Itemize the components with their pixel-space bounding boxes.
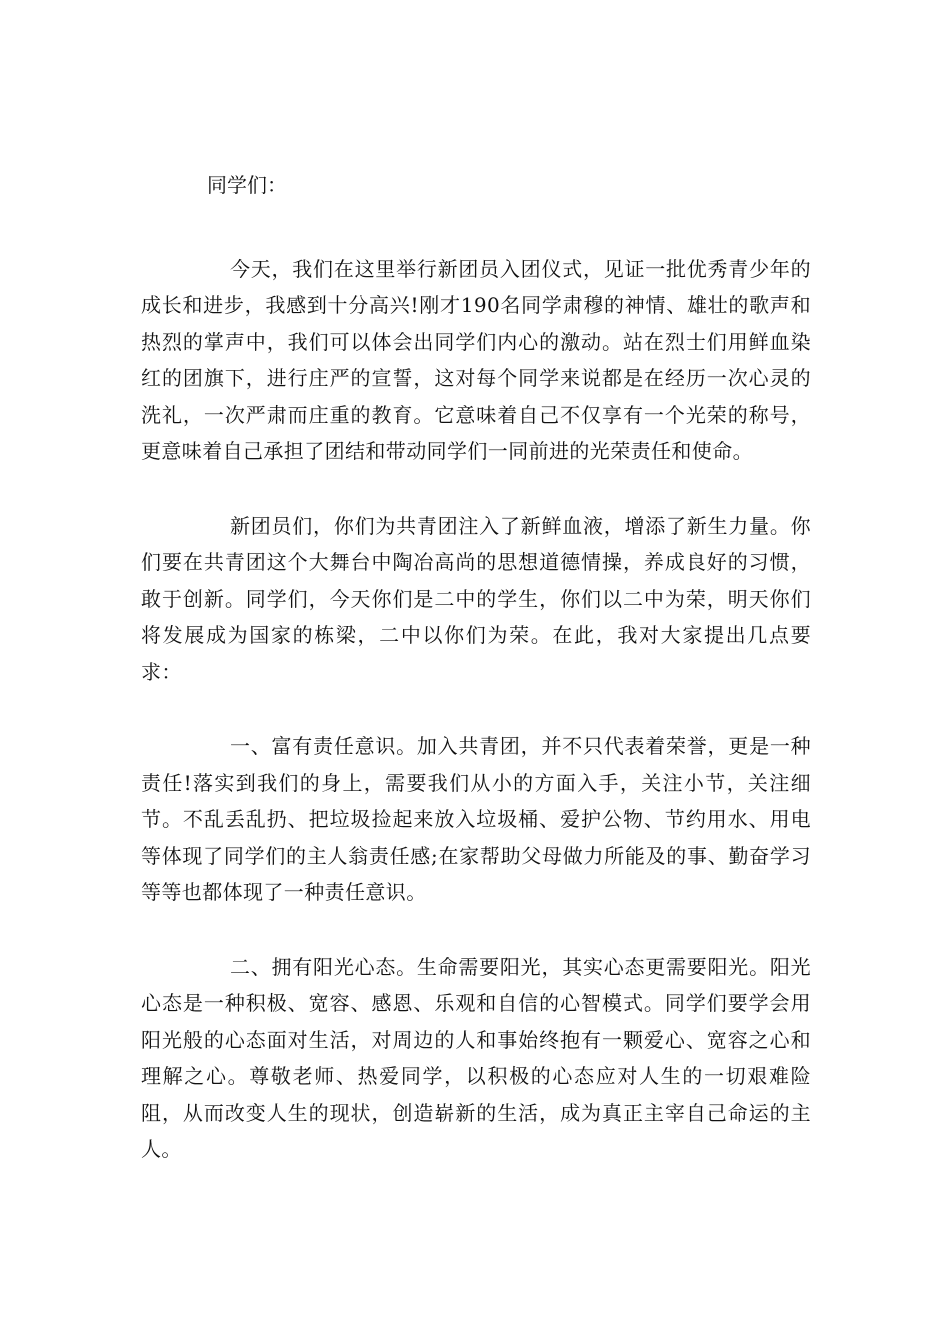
document-body [141,167,811,1168]
paragraph-new-members: 新团员们，你们为共青团注入了新鲜血液，增添了新生力量。你们要在共青团这个大舞台中陶冶高尚的思想道德情操，养成良好的习惯，敢于创新。同学们，今天你们是二中的学生，你们以二中为荣，明天你们将发展成为国家的栋梁，二中以你们为荣。在此，我对大家提出几点要求： [141,513,811,684]
paragraph-sunny-attitude: 二、拥有阳光心态。生命需要阳光，其实心态更需要阳光。阳光心态是一种积极、宽容、感恩、乐观和自信的心智模式。同学们要学会用阳光般的心态面对生活，对周边的人和事始终抱有一颗爱心、宽容之心和理解之心。尊敬老师、热爱同学，以积极的心态应对人生的一切艰难险阻，从而改变人生的现状，创造崭新的生活，成为真正主宰自己命运的主人。 [141,954,811,1161]
paragraph-opening: 今天，我们在这里举行新团员入团仪式，见证一批优秀青少年的成长和进步，我感到十分高兴!刚才190名同学肃穆的神情、雄壮的歌声和热烈的掌声中，我们可以体会出同学们内心的激动。站在烈士们用鲜血染红的团旗下，进行庄严的宣誓，这对每个同学来说都是在经历一次心灵的洗礼，一次严肃而庄重的教育。它意味着自己不仅享有一个光荣的称号，更意味着自己承担了团结和带动同学们一同前进的光荣责任和使命。 [141,256,811,463]
paragraph-responsibility: 一、富有责任意识。加入共青团，并不只代表着荣誉，更是一种责任!落实到我们的身上，需要我们从小的方面入手，关注小节，关注细节。不乱丢乱扔、把垃圾捡起来放入垃圾桶、爱护公物、节约用水、用电等体现了同学们的主人翁责任感;在家帮助父母做力所能及的事、勤奋学习等等也都体现了一种责任意识。 [141,734,811,904]
salutation: 同学们： [207,173,287,197]
